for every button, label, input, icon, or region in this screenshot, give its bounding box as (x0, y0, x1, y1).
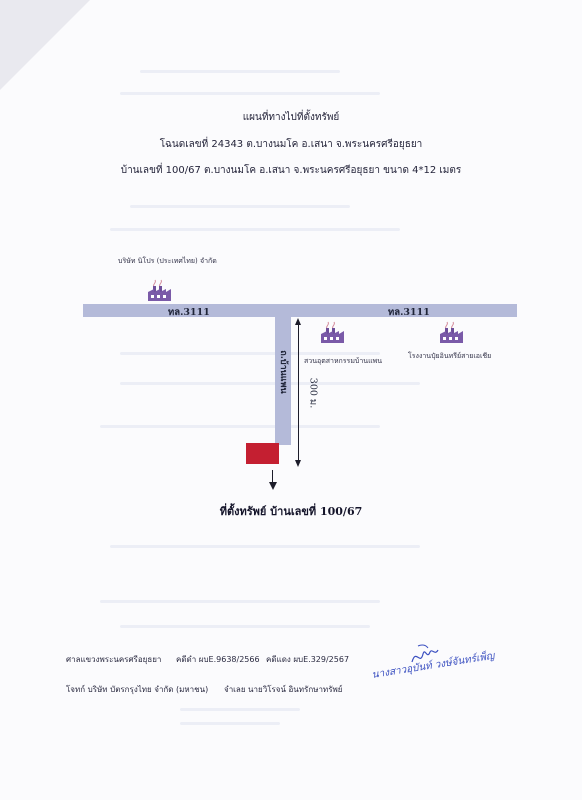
fertilizer-factory-label: โรงงานปุ๋ยอินทรีย์สายเอเชีย (408, 352, 492, 360)
signature-name: นางสาวอุบันท์ วงษ์จันทร์เพ็ญ (371, 650, 496, 681)
show-through (110, 545, 420, 548)
show-through (110, 228, 400, 231)
document-title: แผนที่ทางไปที่ตั้งทรัพย์ (242, 112, 340, 123)
factory-icon (145, 278, 173, 302)
main-road-label-right: ทล.3111 (388, 307, 430, 318)
main-road (83, 304, 517, 317)
show-through (140, 70, 340, 73)
show-through (120, 92, 380, 95)
distance-arrow (298, 322, 299, 463)
industrial-park-label: สวนอุตสาหกรรมบ้านแพน (304, 357, 382, 365)
company-label: บริษัท นิโปร (ประเทศไทย) จำกัด (118, 257, 217, 265)
distance-label: 300 ม. (307, 377, 319, 409)
show-through (130, 205, 350, 208)
show-through (180, 708, 300, 711)
show-through (120, 382, 420, 385)
defendant: จำเลย นายวิโรจน์ อินทรักษาทรัพย์ (224, 685, 343, 694)
property-title: ที่ตั้งทรัพย์ บ้านเลขที่ 100/67 (219, 505, 363, 518)
arrow-down-icon (269, 482, 277, 490)
deed-line: โฉนดเลขที่ 24343 ต.บางนมโค อ.เสนา จ.พระนครศรีอยุธยา (159, 139, 423, 150)
factory-icon (437, 320, 465, 344)
show-through (120, 352, 380, 355)
show-through (100, 600, 380, 603)
show-through (180, 722, 280, 725)
side-road-label: ถ.บ้านแพน (278, 350, 288, 394)
black-case-number: คดีดำ ผบE.9638/2566 (176, 655, 260, 664)
show-through (120, 625, 370, 628)
plaintiff: โจทก์ บริษัท บัตรกรุงไทย จำกัด (มหาชน) (66, 685, 209, 694)
arrow-up-icon (295, 318, 301, 325)
folded-corner (0, 0, 90, 90)
factory-icon (318, 320, 346, 344)
red-case-number: คดีแดง ผบE.329/2567 (266, 655, 350, 664)
address-line: บ้านเลขที่ 100/67 ต.บางนมโค อ.เสนา จ.พระนครศรีอยุธยา ขนาด 4*12 เมตร (120, 165, 462, 176)
arrow-down-icon (295, 460, 301, 467)
main-road-label-left: ทล.3111 (168, 307, 210, 318)
show-through (100, 425, 380, 428)
property-marker (246, 443, 279, 464)
court-name: ศาลแขวงพระนครศรีอยุธยา (66, 655, 162, 664)
